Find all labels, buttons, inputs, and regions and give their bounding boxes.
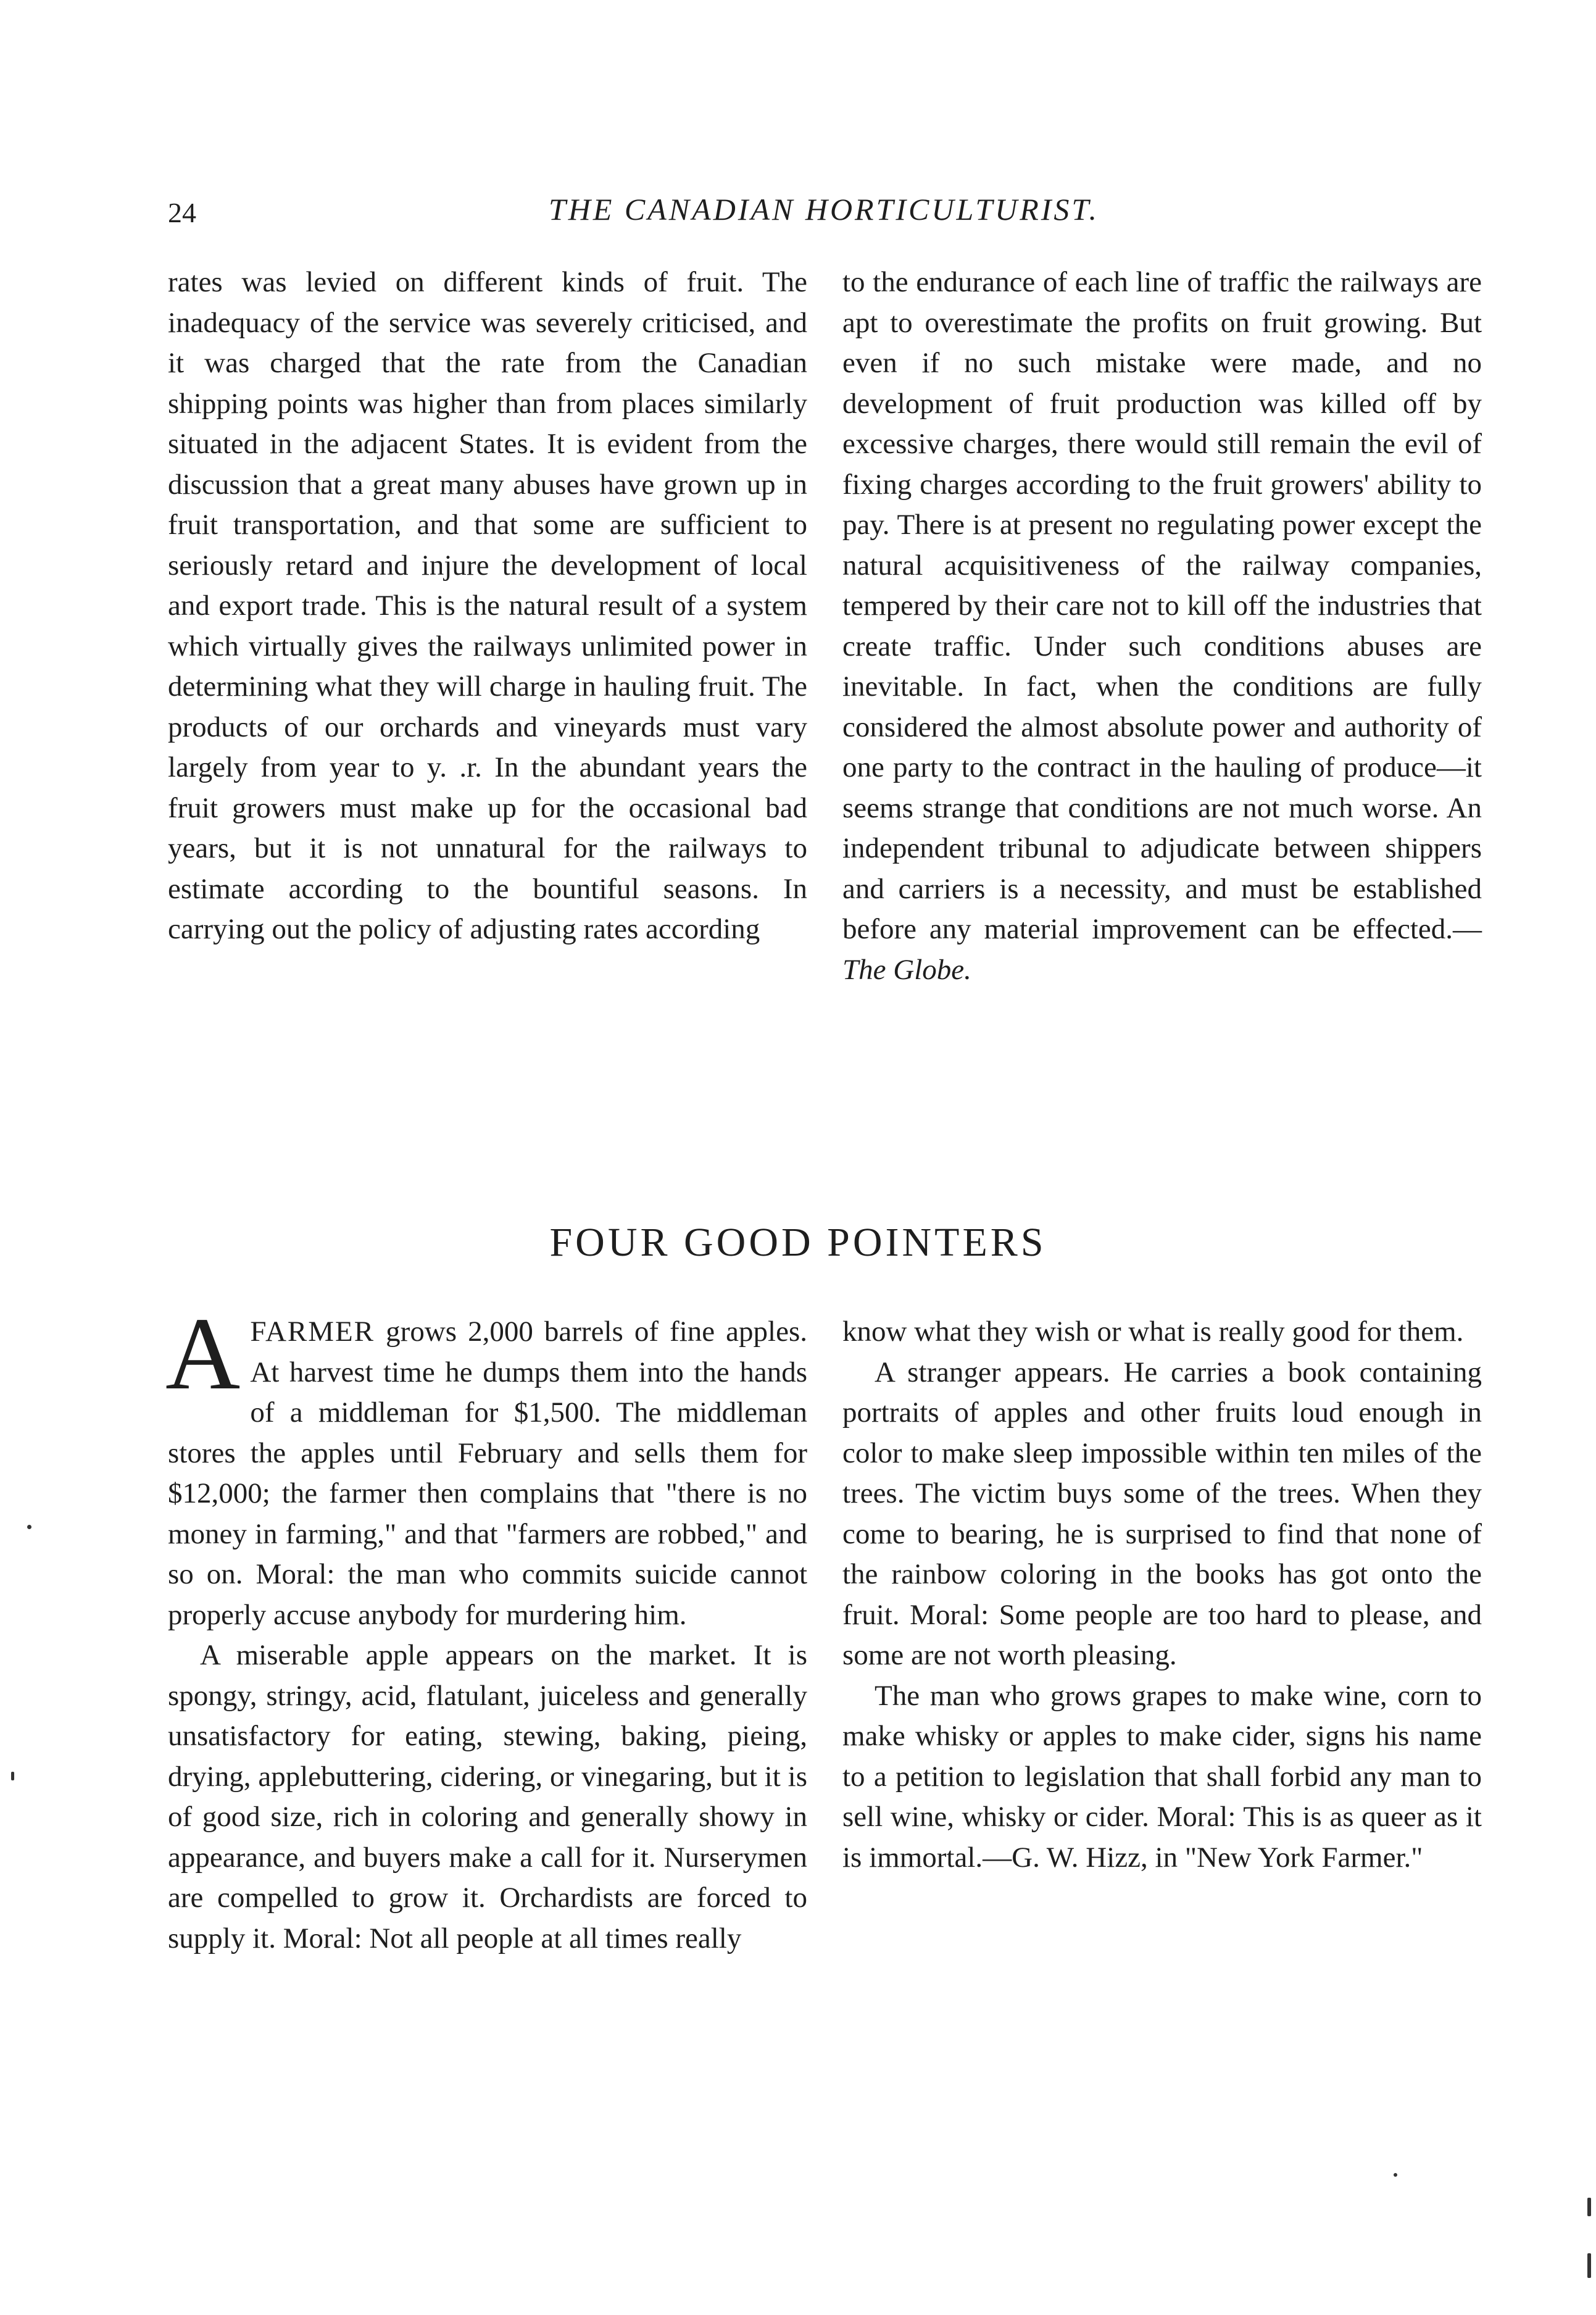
lead-in-caps: FARMER — [250, 1316, 375, 1348]
article1-col2-paragraph — [842, 262, 1482, 990]
scan-speck — [11, 1772, 14, 1780]
article2-paragraph-3: know what they wish or what is really good for them. — [842, 1316, 1464, 1348]
article1-column-right — [842, 262, 1482, 990]
article1-col2-text: to the endurance of each line of traffic the railways are apt to overestimate the profits on fruit growing. But even if no such mistake were made, and no development of fruit production was killed off by excessive charges, there would still remain the evil of fixing charges according to the fruit growers' ability to pay. There is at present no regulating power except the natural acquisitiveness of the railway companies, tempered by their care not to kill off the industries that create traffic. Under such conditions abuses are inevitable. In fact, when the conditions are fully considered the almost absolute power and authority of one party to the contract in the hauling of produce—it seems strange that conditions are not much worse. An independent tribunal to adjudicate between shippers and carriers is a necessity, and must be established before any material improvement can be effected.— — [842, 266, 1482, 945]
running-header-title: THE CANADIAN HORTICULTURIST. — [548, 192, 1100, 227]
scan-speck — [1394, 2173, 1397, 2177]
scan-speck — [27, 1525, 31, 1529]
article2-paragraph-5: The man who grows grapes to make wine, corn to make whisky or apples to make cider, signs his name to a petition to legislation that shall forbid any man to sell wine, whisky or cider. Moral: This is as queer as it is immortal.—G. W. Hizz, in "New York Farmer." — [842, 1679, 1482, 1874]
drop-cap-letter: A — [165, 1296, 241, 1411]
article2-column-left — [165, 1296, 807, 1959]
scan-edge-mark — [1587, 2198, 1591, 2216]
article2-column-right — [842, 1312, 1482, 1878]
article1-col1-text: rates was levied on different kinds of fruit. The inadequacy of the service was severely criticised, and it was charged that the rate from the Canadian shipping points was higher than from places similarly situated in the adjacent States. It is evident from the discussion that a great many abuses have grown up in fruit transportation, and that some are sufficient to seriously retard and injure the development of local and export trade. This is the natural result of a system which virtually gives the railways unlimited power in determining what they will charge in hauling fruit. The products of our orchards and vineyards must vary largely from year to y. .r. In the abundant years the fruit growers must make up for the occasional bad years, but it is not unnatural for the railways to estimate according to the bountiful seasons. In carrying out the policy of adjusting rates according — [168, 266, 807, 945]
scan-edge-mark — [1587, 2253, 1591, 2278]
article2-p1-text: grows 2,000 barrels of fine apples. At harvest time he dumps them into the hands of a middleman for $1,500. The middleman stores the apples until February and sells them for $12,000; the farmer then complains that "there is no money in farming," and that "farmers are robbed," and so on. Moral: the man who commits suicide cannot properly accuse anybody for murdering him. — [168, 1316, 807, 1631]
page-number: 24 — [168, 197, 196, 228]
article2-paragraph-4: A stranger appears. He carries a book containing portraits of apples and other fruits loud enough in color to make sleep impossible within ten miles of the trees. The victim buys some of the trees. When they come to bearing, he is surprised to find that none of the rainbow coloring in the books has got onto the fruit. Moral: Some people are too hard to please, and some are not worth pleasing. — [842, 1356, 1482, 1671]
article2-paragraph-1 — [165, 1296, 807, 1635]
article1-source-citation: The Globe. — [842, 953, 971, 986]
article2-title: FOUR GOOD POINTERS — [549, 1220, 1047, 1265]
article1-column-left — [168, 262, 807, 950]
article2-paragraph-2: A miserable apple appears on the market. It is spongy, stringy, acid, flatulant, juiceless and generally unsatisfactory for eating, stewing, baking, pieing, drying, applebuttering, cidering, or vinegaring, but it is of good size, rich in coloring and generally showy in appearance, and buyers make a call for it. Nurserymen are compelled to grow it. Orchardists are forced to supply it. Moral: Not all people at all times really — [168, 1639, 807, 1954]
